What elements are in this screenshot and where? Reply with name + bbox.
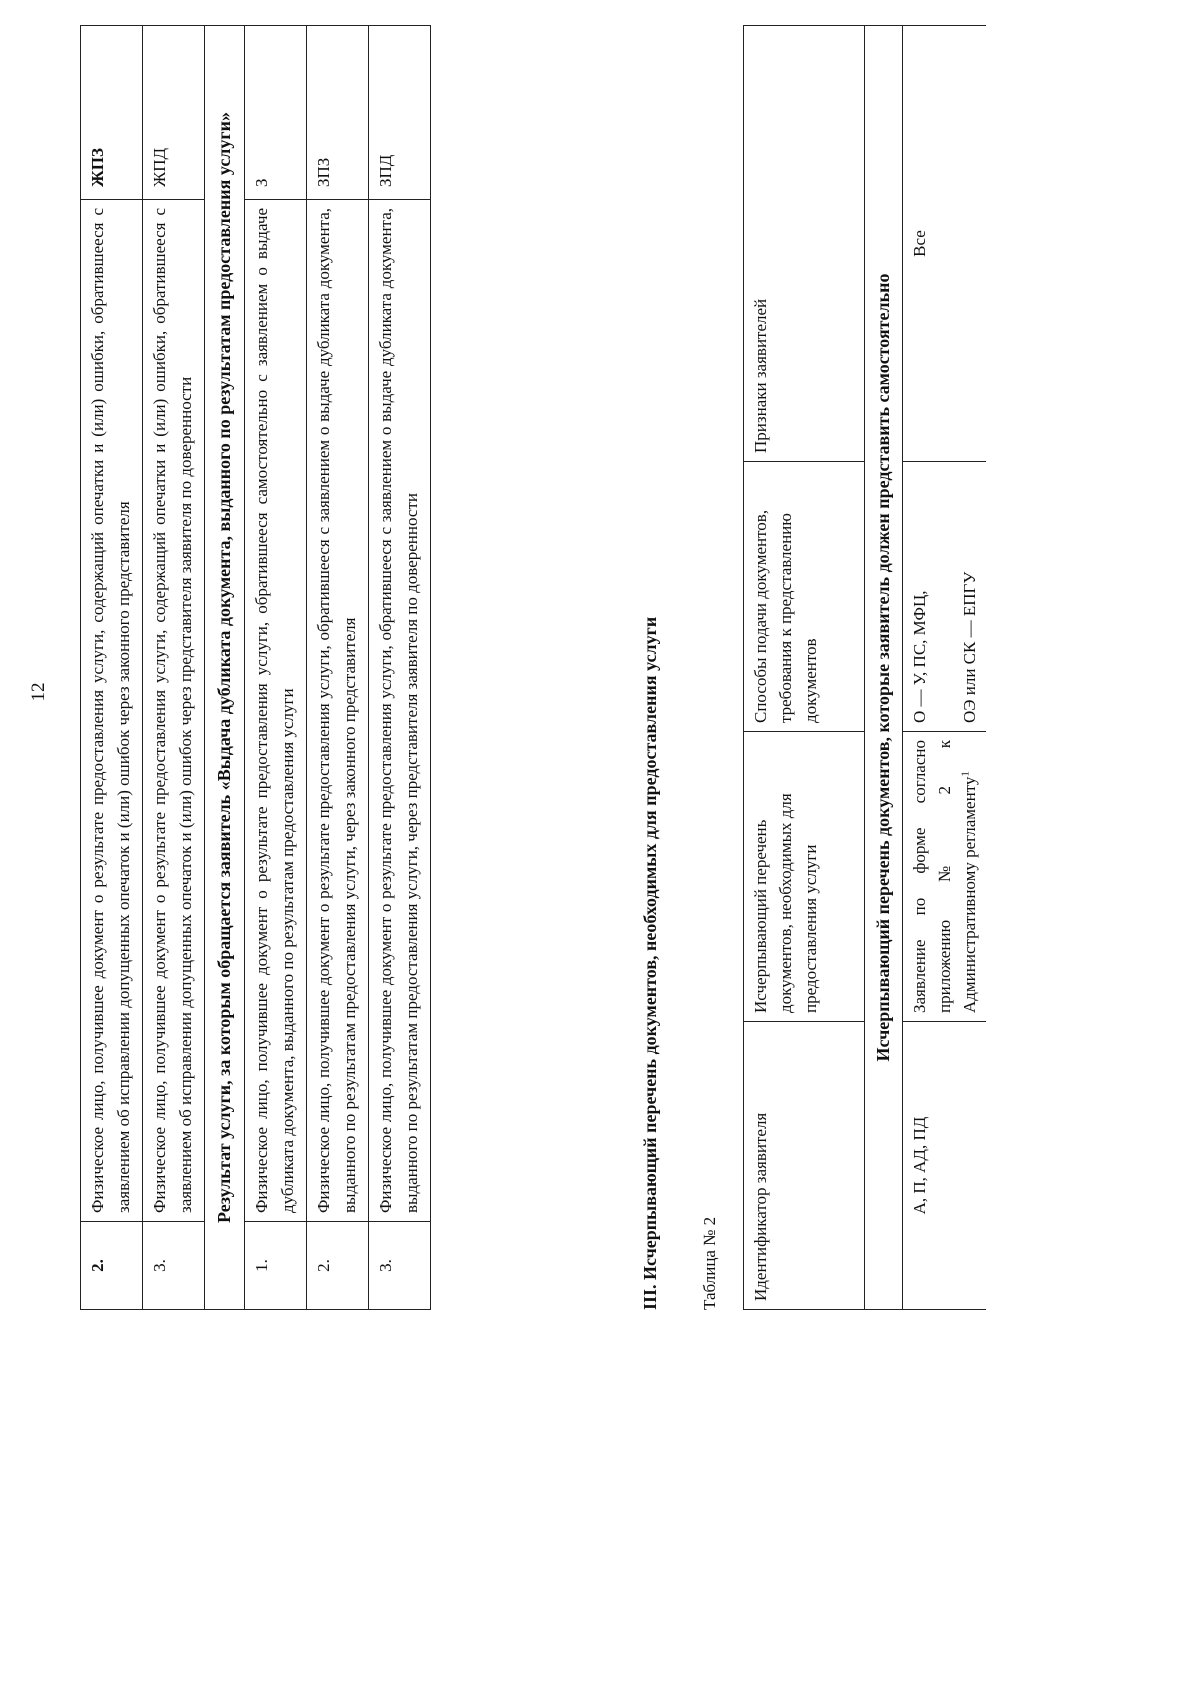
- page-number: 12: [28, 682, 49, 702]
- document-item: [903, 732, 987, 1022]
- header-applicant-signs: Признаки заявителей: [744, 26, 865, 462]
- submission-method-line: О — У, ПС, МФЦ,: [910, 590, 929, 723]
- row-code: З: [245, 26, 307, 200]
- header-documents-list: Исчерпывающий перечень документов, необходимых для предоставления услуги: [744, 732, 865, 1022]
- document-text: Заявление по форме согласно приложению № 2 к Административному регламенту: [910, 740, 979, 1013]
- applicants-table: [80, 25, 431, 1310]
- row-code: ЗПД: [369, 26, 431, 200]
- table-row: [307, 26, 369, 1310]
- table-subheader: Исчерпывающий перечень документов, которые заявитель должен представить самостоятельно: [865, 26, 903, 1310]
- table-row: [369, 26, 431, 1310]
- row-code: ЗПЗ: [307, 26, 369, 200]
- submission-method-line: ОЭ или СК — ЕПГУ: [960, 571, 979, 723]
- row-number: 3.: [143, 1222, 205, 1310]
- row-number: 3.: [369, 1222, 431, 1310]
- table-row: [245, 26, 307, 1310]
- section-header: Результат услуги, за которым обращается заявитель «Выдача дубликата документа, выданного по результатам предоставления услуги»: [205, 26, 245, 1310]
- row-description: Физическое лицо, получившее документ о результате предоставления услуги, обратившееся с заявлением о выдаче дубликата документа, выданного по результатам предоставления услуги, через законного представителя: [307, 200, 369, 1222]
- row-number: 1.: [245, 1222, 307, 1310]
- table-row: [81, 26, 143, 1310]
- applicant-identifier: А, П, АД, ПД: [903, 1022, 987, 1310]
- documents-table: [743, 25, 986, 1310]
- row-description: Физическое лицо, получившее документ о результате предоставления услуги, содержащий опечатки и (или) ошибки, обратившееся с заявлением об исправлении допущенных опечаток и (или) ошибок через представителя заявителя по доверенности: [143, 200, 205, 1222]
- header-applicant-id: Идентификатор заявителя: [744, 1022, 865, 1310]
- submission-methods: [903, 462, 987, 732]
- row-code: ЖПЗ: [81, 26, 143, 200]
- header-submission-methods: Способы подачи документов, требования к представлению документов: [744, 462, 865, 732]
- row-description: Физическое лицо, получившее документ о результате предоставления услуги, содержащий опечатки и (или) ошибки, обратившееся с заявлением об исправлении допущенных опечаток и (или) ошибок через законного представителя: [81, 200, 143, 1222]
- row-description: Физическое лицо, получившее документ о результате предоставления услуги, обратившееся с заявлением о выдаче дубликата документа, выданного по результатам предоставления услуги, через представителя заявителя по доверенности: [369, 200, 431, 1222]
- footnote-mark: 1: [959, 771, 972, 777]
- section-header-row: [205, 26, 245, 1310]
- applicant-signs: Все: [903, 26, 987, 462]
- section-title: III. Исчерпывающий перечень документов, необходимых для предоставления услуги: [640, 616, 660, 1310]
- table-header-row: [744, 26, 865, 1310]
- table-subheader-row: [865, 26, 903, 1310]
- row-number: 2.: [307, 1222, 369, 1310]
- table-row: [143, 26, 205, 1310]
- row-number: 2.: [81, 1222, 143, 1310]
- table-row: [903, 26, 987, 1310]
- row-description: Физическое лицо, получившее документ о результате предоставления услуги, обратившееся самостоятельно с заявлением о выдаче дубликата документа, выданного по результатам предоставления услуги: [245, 200, 307, 1222]
- table-caption: Таблица № 2: [700, 1216, 719, 1310]
- row-code: ЖПД: [143, 26, 205, 200]
